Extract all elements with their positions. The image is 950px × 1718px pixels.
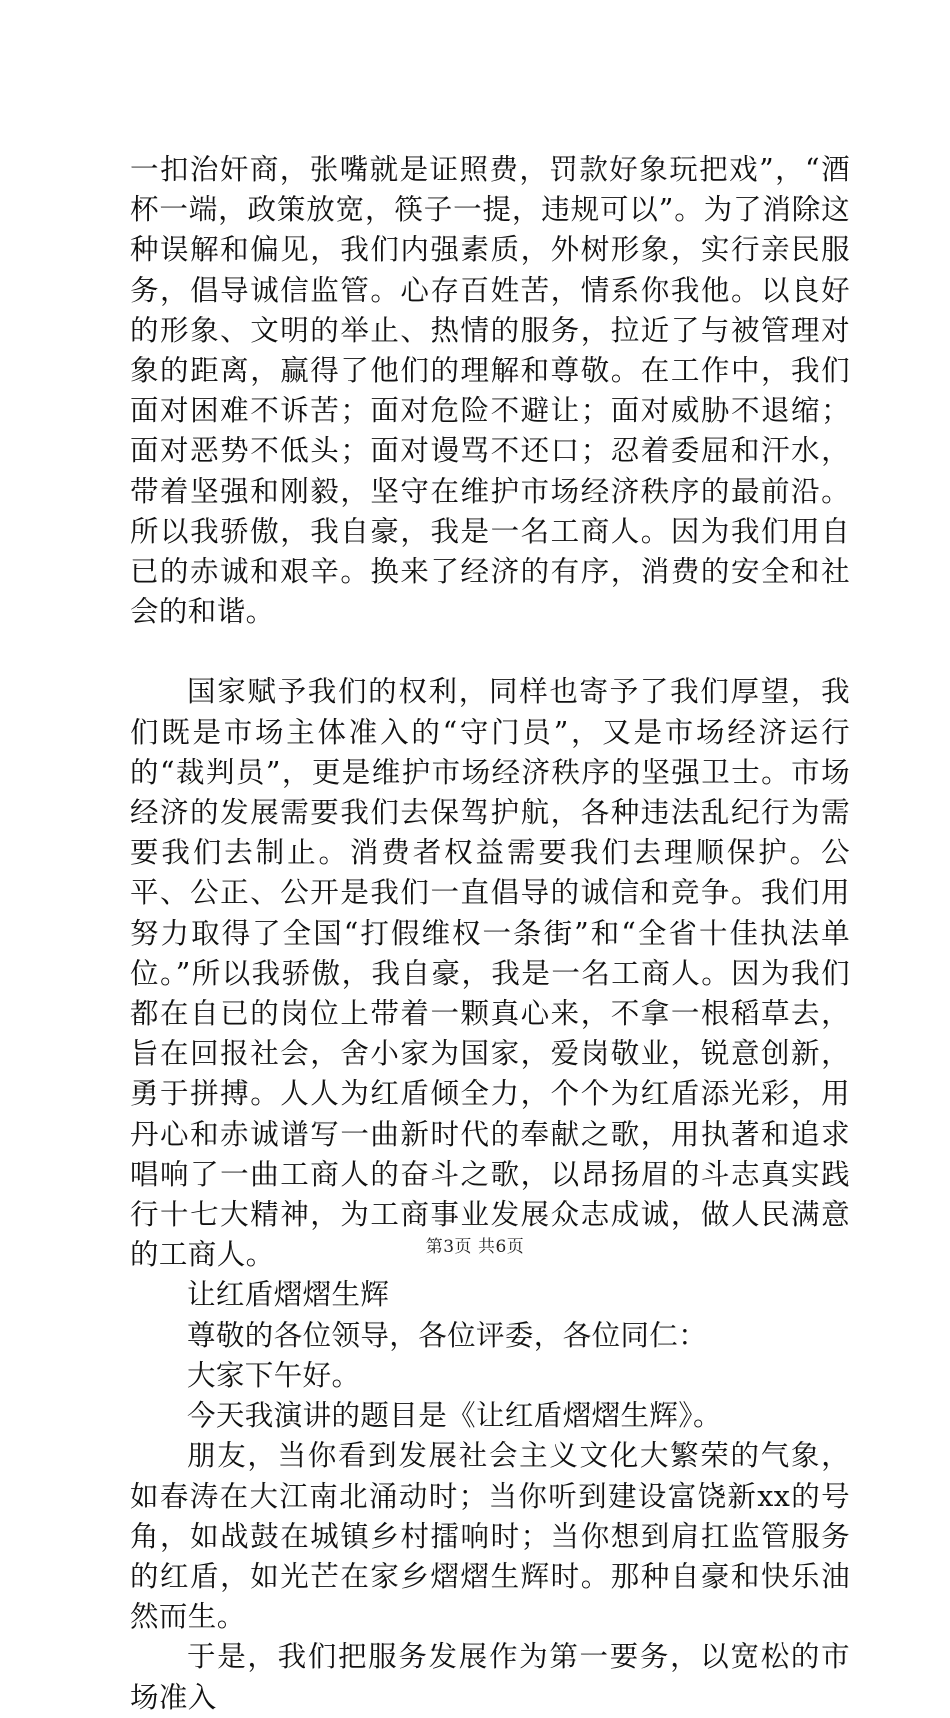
speech-title: 让红盾熠熠生辉: [187, 1278, 390, 1312]
paragraph-therefore: 于是，我们把服务发展作为第一要务，以宽松的市场准入: [130, 1640, 850, 1714]
paragraph-friends: 朋友，当你看到发展社会主义文化大繁荣的气象，如春涛在大江南北涌动时；当你听到建设富饶新xx的号角，如战鼓在城镇乡村擂响时；当你想到肩扛监管服务的红盾，如光芒在家乡熠熠生辉时。那种自豪和快乐油然而生。: [130, 1439, 850, 1634]
greeting: 大家下午好。: [187, 1358, 361, 1392]
topic-intro: 今天我演讲的题目是《让红盾熠熠生辉》。: [187, 1399, 722, 1433]
document-body: [130, 150, 850, 1718]
page-footer: 第3页 共6页: [425, 1237, 525, 1257]
salutation: 尊敬的各位领导，各位评委，各位同仁：: [187, 1318, 708, 1352]
paragraph-gap: [130, 632, 850, 672]
paragraph-2: 国家赋予我们的权利，同样也寄予了我们厚望，我们既是市场主体准入的“守门员”，又是市场经济运行的“裁判员”，更是维护市场经济秩序的坚强卫士。市场经济的发展需要我们去保驾护航，各种违法乱纪行为需要我们去制止。消费者权益需要我们去理顺保护。公平、公正、公开是我们一直倡导的诚信和竞争。我们用努力取得了全国“打假维权一条街”和“全省十佳执法单位。”所以我骄傲，我自豪，我是一名工商人。因为我们都在自已的岗位上带着一颗真心来，不拿一根稻草去，旨在回报社会，舍小家为国家，爱岗敬业，锐意创新，勇于拼搏。人人为红盾倾全力，个个为红盾添光彩，用丹心和赤诚谱写一曲新时代的奉献之歌，用执著和追求唱响了一曲工商人的奋斗之歌，以昂扬眉的斗志真实践行十七大精神，为工商事业发展众志成诚，做人民满意的工商人。: [130, 675, 850, 1272]
paragraph-1: 一扣治奸商，张嘴就是证照费，罚款好象玩把戏”，“酒杯一端，政策放宽，筷子一提，违规可以”。为了消除这种误解和偏见，我们内强素质，外树形象，实行亲民服务，倡导诚信监管。心存百姓苦，情系你我他。以良好的形象、文明的举止、热情的服务，拉近了与被管理对象的距离，赢得了他们的理解和尊敬。在工作中，我们面对困难不诉苦；面对危险不避让；面对威胁不退缩；面对恶势不低头；面对谩骂不还口；忍着委屈和汗水，带着坚强和刚毅，坚守在维护市场经济秩序的最前沿。所以我骄傲，我自豪，我是一名工商人。因为我们用自已的赤诚和艰辛。换来了经济的有序，消费的安全和社会的和谐。: [130, 153, 850, 629]
